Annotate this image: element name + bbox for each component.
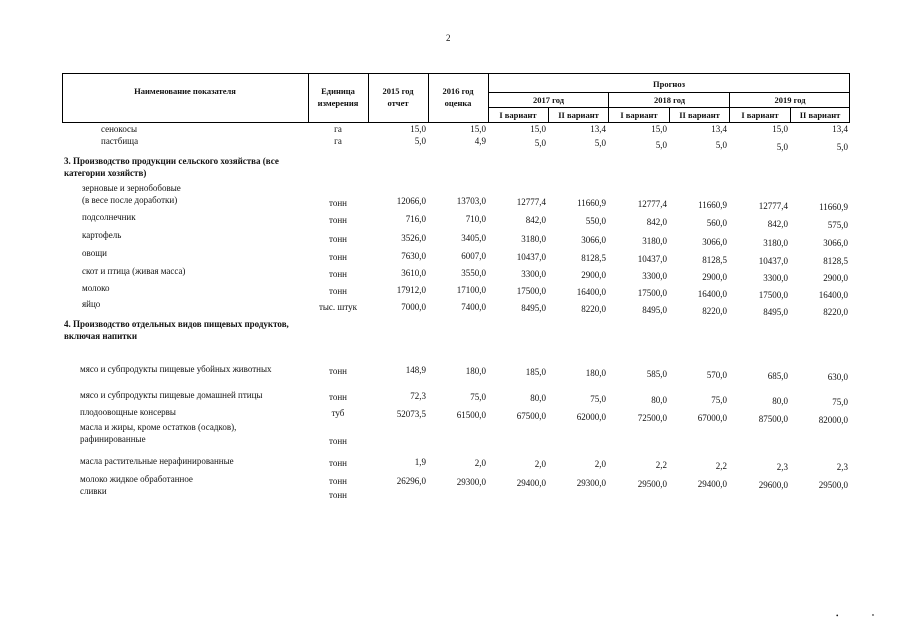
row-name: картофель	[82, 230, 122, 240]
header-variant: II вариант	[679, 110, 720, 120]
value-cell: 13703,0	[456, 196, 486, 206]
header-2016: 2016 год оценка	[442, 86, 474, 108]
value-cell: 550,0	[585, 216, 606, 226]
value-cell: 2,2	[715, 461, 727, 471]
value-cell: 75,0	[832, 397, 848, 407]
header-name: Наименование показателя	[134, 86, 236, 96]
value-cell: 6007,0	[461, 251, 486, 261]
row-name: (в весе после доработки)	[82, 195, 178, 205]
header-year-2018: 2018 год	[653, 95, 686, 105]
value-cell: 17500,0	[637, 288, 667, 298]
row-name: сливки	[80, 486, 107, 496]
row-name: зерновые и зернобобовые	[82, 183, 181, 193]
scan-mark: •	[836, 612, 839, 620]
value-cell: 75,0	[711, 395, 727, 405]
value-cell: 2,0	[474, 458, 486, 468]
value-cell: 3300,0	[642, 271, 667, 281]
value-cell: 180,0	[585, 368, 606, 378]
value-cell: 3526,0	[401, 233, 426, 243]
row-name: мясо и субпродукты пищевые убойных животных	[80, 364, 272, 374]
row-unit: тонн	[329, 252, 347, 262]
value-cell: 87500,0	[758, 414, 788, 424]
value-cell: 3180,0	[763, 238, 788, 248]
value-cell: 570,0	[706, 370, 727, 380]
value-cell: 8220,0	[581, 304, 606, 314]
value-cell: 630,0	[827, 372, 848, 382]
value-cell: 16400,0	[576, 287, 606, 297]
row-unit: тонн	[329, 198, 347, 208]
row-name: овощи	[82, 248, 107, 258]
value-cell: 10437,0	[758, 256, 788, 266]
value-cell: 8495,0	[521, 303, 546, 313]
header-year-2019: 2019 год	[774, 95, 806, 105]
value-cell: 2,3	[836, 462, 848, 472]
header-unit: Единица измерения	[317, 86, 359, 108]
value-cell: 5,0	[594, 138, 606, 148]
row-name: скот и птица (живая масса)	[82, 266, 186, 276]
row-unit: тонн	[329, 366, 347, 376]
row-unit: тонн	[329, 215, 347, 225]
header-2015: 2015 год отчет	[382, 86, 414, 108]
value-cell: 8128,5	[702, 255, 727, 265]
value-cell: 5,0	[655, 140, 667, 150]
value-cell: 17100,0	[456, 285, 486, 295]
value-cell: 5,0	[414, 136, 426, 146]
row-unit: тонн	[329, 286, 347, 296]
section-3-heading: 3. Производство продукции сельского хозяйства (все категории хозяйств)	[64, 156, 279, 178]
value-cell: 29300,0	[576, 478, 606, 488]
row-unit: тыс. штук	[318, 302, 358, 312]
value-cell: 8495,0	[642, 305, 667, 315]
value-cell: 3066,0	[823, 238, 848, 248]
value-cell: 5,0	[776, 142, 788, 152]
value-cell: 15,0	[470, 124, 486, 134]
value-cell: 29500,0	[637, 479, 667, 489]
value-cell: 67500,0	[516, 411, 546, 421]
row-name: масла и жиры, кроме остатков (осадков),	[80, 422, 237, 432]
value-cell: 15,0	[651, 124, 667, 134]
value-cell: 842,0	[767, 219, 788, 229]
row-name: молоко жидкое обработанное	[80, 474, 193, 484]
row-name: масла растительные нерафинированные	[80, 456, 234, 466]
value-cell: 29400,0	[516, 478, 546, 488]
page-number: 2	[446, 33, 451, 43]
value-cell: 8128,5	[823, 256, 848, 266]
value-cell: 8495,0	[763, 307, 788, 317]
value-cell: 2900,0	[581, 270, 606, 280]
value-cell: 82000,0	[818, 415, 848, 425]
value-cell: 2,0	[534, 459, 546, 469]
value-cell: 7400,0	[461, 302, 486, 312]
value-cell: 11660,9	[698, 200, 727, 210]
row-unit: га	[334, 136, 342, 146]
value-cell: 2,2	[655, 460, 667, 470]
value-cell: 29400,0	[697, 479, 727, 489]
value-cell: 5,0	[836, 142, 848, 152]
header-forecast: Прогноз	[652, 79, 685, 89]
row-unit: туб	[331, 408, 345, 418]
value-cell: 3610,0	[401, 268, 426, 278]
value-cell: 7630,0	[401, 251, 426, 261]
value-cell: 3550,0	[461, 268, 486, 278]
value-cell: 710,0	[465, 214, 486, 224]
value-cell: 560,0	[706, 218, 727, 228]
value-cell: 3300,0	[763, 273, 788, 283]
value-cell: 11660,9	[577, 198, 606, 208]
value-cell: 575,0	[827, 220, 848, 230]
row-name: сенокосы	[101, 124, 138, 134]
value-cell: 10437,0	[516, 252, 546, 262]
value-cell: 72500,0	[637, 413, 667, 423]
row-unit: тонн	[329, 392, 347, 402]
row-unit: тонн	[329, 476, 347, 486]
row-name: подсолнечник	[82, 212, 136, 222]
value-cell: 62000,0	[576, 412, 606, 422]
value-cell: 8128,5	[581, 253, 606, 263]
value-cell: 67000,0	[697, 413, 727, 423]
value-cell: 7000,0	[401, 302, 426, 312]
value-cell: 13,4	[832, 124, 848, 134]
row-name: плодоовощные консервы	[80, 407, 176, 417]
value-cell: 29300,0	[456, 477, 486, 487]
row-name: молоко	[82, 283, 110, 293]
value-cell: 17500,0	[516, 286, 546, 296]
value-cell: 15,0	[530, 124, 546, 134]
value-cell: 685,0	[767, 371, 788, 381]
value-cell: 80,0	[651, 395, 667, 405]
value-cell: 29500,0	[818, 480, 848, 490]
row-unit: га	[334, 124, 342, 134]
row-unit: тонн	[329, 490, 347, 500]
row-unit: тонн	[329, 234, 347, 244]
value-cell: 5,0	[715, 140, 727, 150]
value-cell: 8220,0	[823, 307, 848, 317]
value-cell: 2900,0	[823, 273, 848, 283]
value-cell: 5,0	[534, 138, 546, 148]
row-name: пастбища	[101, 136, 139, 146]
value-cell: 16400,0	[818, 290, 848, 300]
value-cell: 1,9	[414, 457, 426, 467]
value-cell: 11660,9	[819, 202, 848, 212]
value-cell: 148,9	[405, 365, 426, 375]
value-cell: 10437,0	[637, 254, 667, 264]
value-cell: 13,4	[590, 124, 606, 134]
row-name: рафинированные	[80, 434, 146, 444]
value-cell: 13,4	[711, 124, 727, 134]
header-variant: I вариант	[499, 110, 537, 120]
value-cell: 842,0	[525, 215, 546, 225]
value-cell: 61500,0	[456, 410, 486, 420]
value-cell: 185,0	[525, 367, 546, 377]
header-variant: II вариант	[558, 110, 599, 120]
value-cell: 29600,0	[758, 480, 788, 490]
value-cell: 2,0	[594, 459, 606, 469]
value-cell: 180,0	[465, 366, 486, 376]
value-cell: 3300,0	[521, 269, 546, 279]
value-cell: 2,3	[776, 462, 788, 472]
value-cell: 3066,0	[581, 235, 606, 245]
value-cell: 17500,0	[758, 290, 788, 300]
value-cell: 3066,0	[702, 237, 727, 247]
value-cell: 17912,0	[396, 285, 426, 295]
value-cell: 80,0	[530, 393, 546, 403]
row-unit: тонн	[329, 436, 347, 446]
header-variant: II вариант	[799, 110, 841, 120]
value-cell: 12777,4	[758, 201, 788, 211]
value-cell: 3180,0	[642, 236, 667, 246]
value-cell: 80,0	[772, 396, 788, 406]
header-variant: I вариант	[620, 110, 658, 120]
value-cell: 842,0	[646, 217, 667, 227]
row-name: яйцо	[82, 299, 101, 309]
row-unit: тонн	[329, 458, 347, 468]
value-cell: 585,0	[646, 369, 667, 379]
value-cell: 52073,5	[396, 409, 426, 419]
value-cell: 26296,0	[396, 476, 426, 486]
value-cell: 72,3	[410, 391, 426, 401]
value-cell: 3405,0	[461, 233, 486, 243]
value-cell: 15,0	[772, 124, 788, 134]
header-year-2017: 2017 год	[532, 95, 565, 105]
value-cell: 75,0	[590, 394, 606, 404]
value-cell: 3180,0	[521, 234, 546, 244]
value-cell: 4,9	[474, 136, 486, 146]
value-cell: 8220,0	[702, 306, 727, 316]
value-cell: 15,0	[410, 124, 426, 134]
scan-mark: ⁿ	[872, 612, 875, 620]
value-cell: 716,0	[405, 214, 426, 224]
value-cell: 75,0	[470, 392, 486, 402]
value-cell: 2900,0	[702, 272, 727, 282]
value-cell: 12777,4	[637, 199, 667, 209]
value-cell: 16400,0	[697, 289, 727, 299]
row-name: мясо и субпродукты пищевые домашней птицы	[80, 390, 263, 400]
section-4-heading: 4. Производство отдельных видов пищевых продуктов, включая напитки	[64, 319, 289, 341]
header-variant: I вариант	[741, 110, 779, 120]
row-unit: тонн	[329, 269, 347, 279]
value-cell: 12777,4	[516, 197, 546, 207]
value-cell: 12066,0	[396, 196, 426, 206]
